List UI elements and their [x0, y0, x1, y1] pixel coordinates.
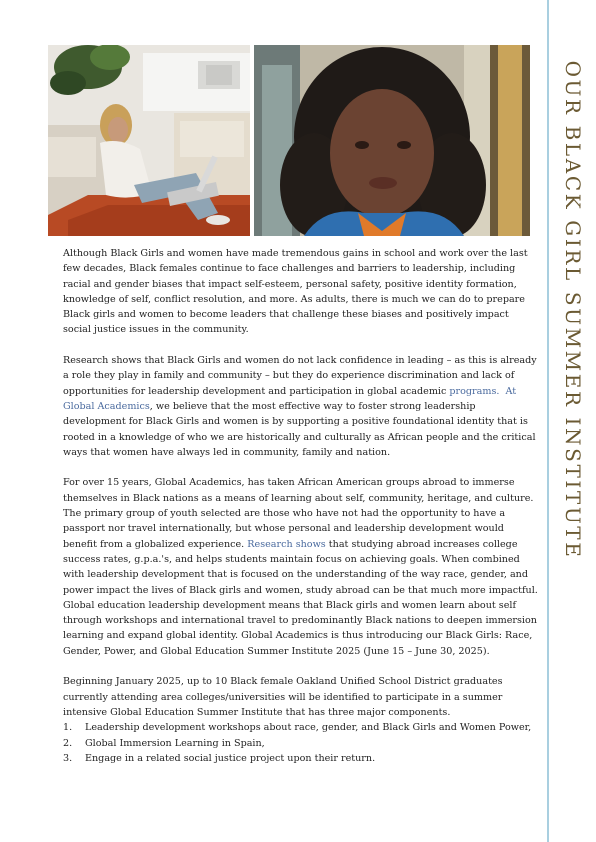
- paragraph-intro: Although Black Girls and women have made tremendous gains in school and work over the last few decades, Black females continue to face challenges and barriers to leadership, including racial and gender biases that impact self-esteem, personal safety, positive identity formation, knowledge of self, conflict resolution, and more. As adults, there is much we can do to prepare Black girls and women to become leaders that challenge these biases and positively impact social justice issues in the community.: [63, 248, 528, 336]
- main-content: [63, 246, 539, 766]
- sidebar-title: OUR BLACK GIRL SUMMER INSTITUTE: [561, 60, 585, 560]
- paragraph-history: [63, 475, 539, 659]
- global-academics-link[interactable]: At Global Academics: [63, 385, 517, 412]
- list-item-number: 1.: [63, 722, 73, 734]
- components-list: [63, 720, 539, 766]
- paragraph-research-text-b: , we believe that the most effective way to foster strong leadership development for Black Girls and women is by supporting a positive foundational identity that is rooted in a knowledge of who we are historically and culturally as African people and the critical ways that women have always led in community, family and nation.: [63, 400, 536, 458]
- programs-link[interactable]: programs.: [449, 385, 500, 397]
- sidebar-divider: [547, 0, 549, 842]
- research-shows-link[interactable]: Research shows: [247, 538, 326, 550]
- list-item-number: 3.: [63, 752, 73, 764]
- list-item-text: Global Immersion Learning in Spain,: [85, 737, 265, 749]
- paragraph-history-text-a: For over 15 years, Global Academics, has taken African American groups abroad to immerse themselves in Black nations as a means of learning about self, community, heritage, and culture. The primary group of youth selected are those who have not had the opportunity to have a passport nor travel internationally, but whose personal and leadership development would benefit from a globalized experience.: [63, 477, 534, 550]
- paragraph-research-text-a: Research shows that Black Girls and women do not lack confidence in leading – as this is already a role they play in family and community – but they do experience discrimination and lack of opportunities for leadership development and participation in global academic: [63, 355, 537, 397]
- paragraph-history-text-b: that studying abroad increases college success rates, g.p.a.'s, and helps students maintain focus on achieving goals. When combined with leadership development that is focused on the understanding of the way race, gender, and power impact the lives of Black girls and women, study abroad can be that much more impactful. Global education leadership development means that Black girls and women learn about self through workshops and international travel to predominantly Black nations to deepen immersion learning and expand global identity. Global Academics is thus introducing our Black Girls: Race, Gender, Power, and Global Education Summer Institute 2025 (June 15 – June 30, 2025).: [63, 538, 538, 657]
- paragraph-research: [63, 353, 539, 460]
- list-item-text: Leadership development workshops about race, gender, and Black Girls and Women Power,: [85, 722, 532, 734]
- paragraph-beginning: Beginning January 2025, up to 10 Black female Oakland Unified School District graduates currently attending area colleges/universities will be identified to participate in a summer intensive Global Education Summer Institute that has three major components.: [63, 676, 503, 718]
- list-item-text: Engage in a related social justice project upon their return.: [85, 752, 376, 764]
- photo-woman-with-laptop: [48, 45, 250, 236]
- photo-portrait-woman: [254, 45, 530, 236]
- list-item: [63, 736, 539, 751]
- list-item: [63, 720, 539, 735]
- list-item-number: 2.: [63, 737, 73, 749]
- list-item: [63, 751, 539, 766]
